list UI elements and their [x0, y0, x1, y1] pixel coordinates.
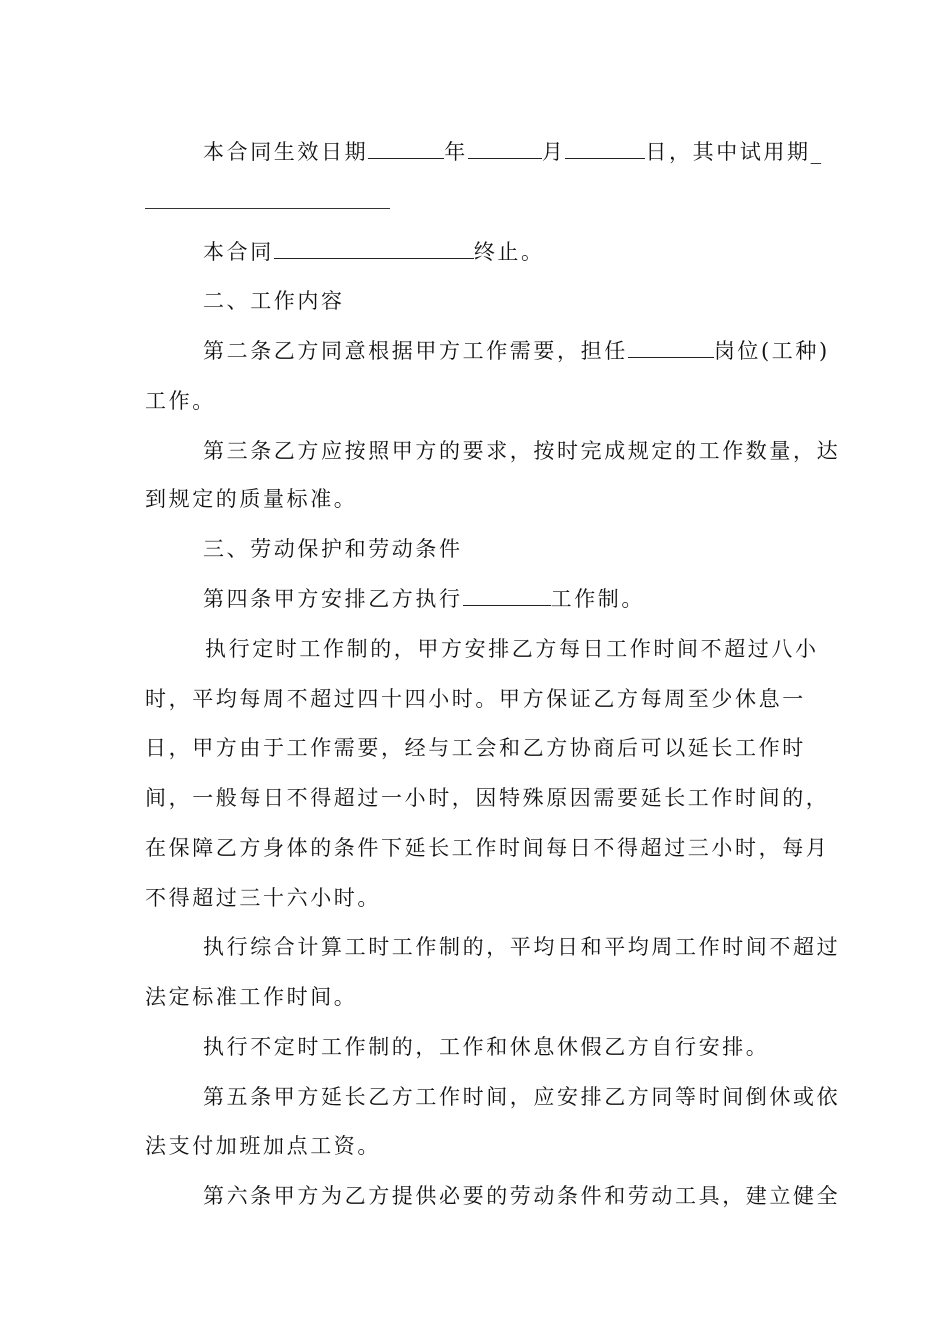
contract-termination-line [203, 237, 873, 267]
probation-label: 日，其中试用期_ [645, 140, 824, 164]
article-3-line-2: 到规定的质量标准。 [145, 487, 358, 511]
article-2-line-1 [203, 336, 873, 366]
month-label: 月 [541, 140, 566, 164]
year-label: 年 [444, 140, 468, 164]
contract-label: 本合同 [203, 240, 274, 264]
fixed-hours-line-4: 间，一般每日不得超过一小时，因特殊原因需要延长工作时间的， [145, 786, 830, 810]
article-3-line-1: 第三条乙方应按照甲方的要求，按时完成规定的工作数量，达 [203, 439, 841, 463]
effective-date-label: 本合同生效日期 [203, 140, 369, 164]
month-blank [468, 138, 542, 159]
termination-blank [274, 238, 474, 259]
year-blank [368, 138, 444, 159]
fixed-hours-line-2: 时，平均每周不超过四十四小时。甲方保证乙方每周至少休息一 [145, 687, 806, 711]
article-6-line-1: 第六条甲方为乙方提供必要的劳动条件和劳动工具，建立健全 [203, 1184, 841, 1208]
article-4-line [203, 584, 873, 614]
article-5-line-2: 法支付加班加点工资。 [145, 1134, 381, 1158]
work-system-label: 工作制。 [550, 587, 646, 611]
fixed-hours-line-1: 执行定时工作制的，甲方安排乙方每日工作时间不超过八小 [205, 637, 819, 661]
article-4-text: 第四条甲方安排乙方执行 [203, 587, 463, 611]
comprehensive-hours-line-1: 执行综合计算工时工作制的，平均日和平均周工作时间不超过 [203, 935, 841, 959]
effective-date-line [203, 137, 873, 167]
termination-label: 终止。 [473, 240, 545, 264]
flexible-hours-line: 执行不定时工作制的，工作和休息休假乙方自行安排。 [203, 1035, 770, 1059]
article-2-text: 第二条乙方同意根据甲方工作需要，担任 [203, 339, 628, 363]
article-5-line-1: 第五条甲方延长乙方工作时间，应安排乙方同等时间倒休或依 [203, 1085, 841, 1109]
position-label: 岗位(工种) [713, 339, 830, 363]
fixed-hours-line-6: 不得超过三十六小时。 [145, 886, 381, 910]
day-blank [565, 138, 645, 159]
fixed-hours-line-5: 在保障乙方身体的条件下延长工作时间每日不得超过三小时，每月 [145, 836, 830, 860]
work-system-blank [463, 585, 551, 606]
section-heading-labor-protection: 三、劳动保护和劳动条件 [203, 537, 463, 561]
fixed-hours-line-3: 日，甲方由于工作需要，经与工会和乙方协商后可以延长工作时 [145, 736, 806, 760]
probation-blank [145, 208, 390, 209]
position-blank [628, 337, 714, 358]
section-heading-work-content: 二、工作内容 [203, 289, 345, 313]
comprehensive-hours-line-2: 法定标准工作时间。 [145, 985, 358, 1009]
article-2-line-2: 工作。 [145, 389, 216, 413]
